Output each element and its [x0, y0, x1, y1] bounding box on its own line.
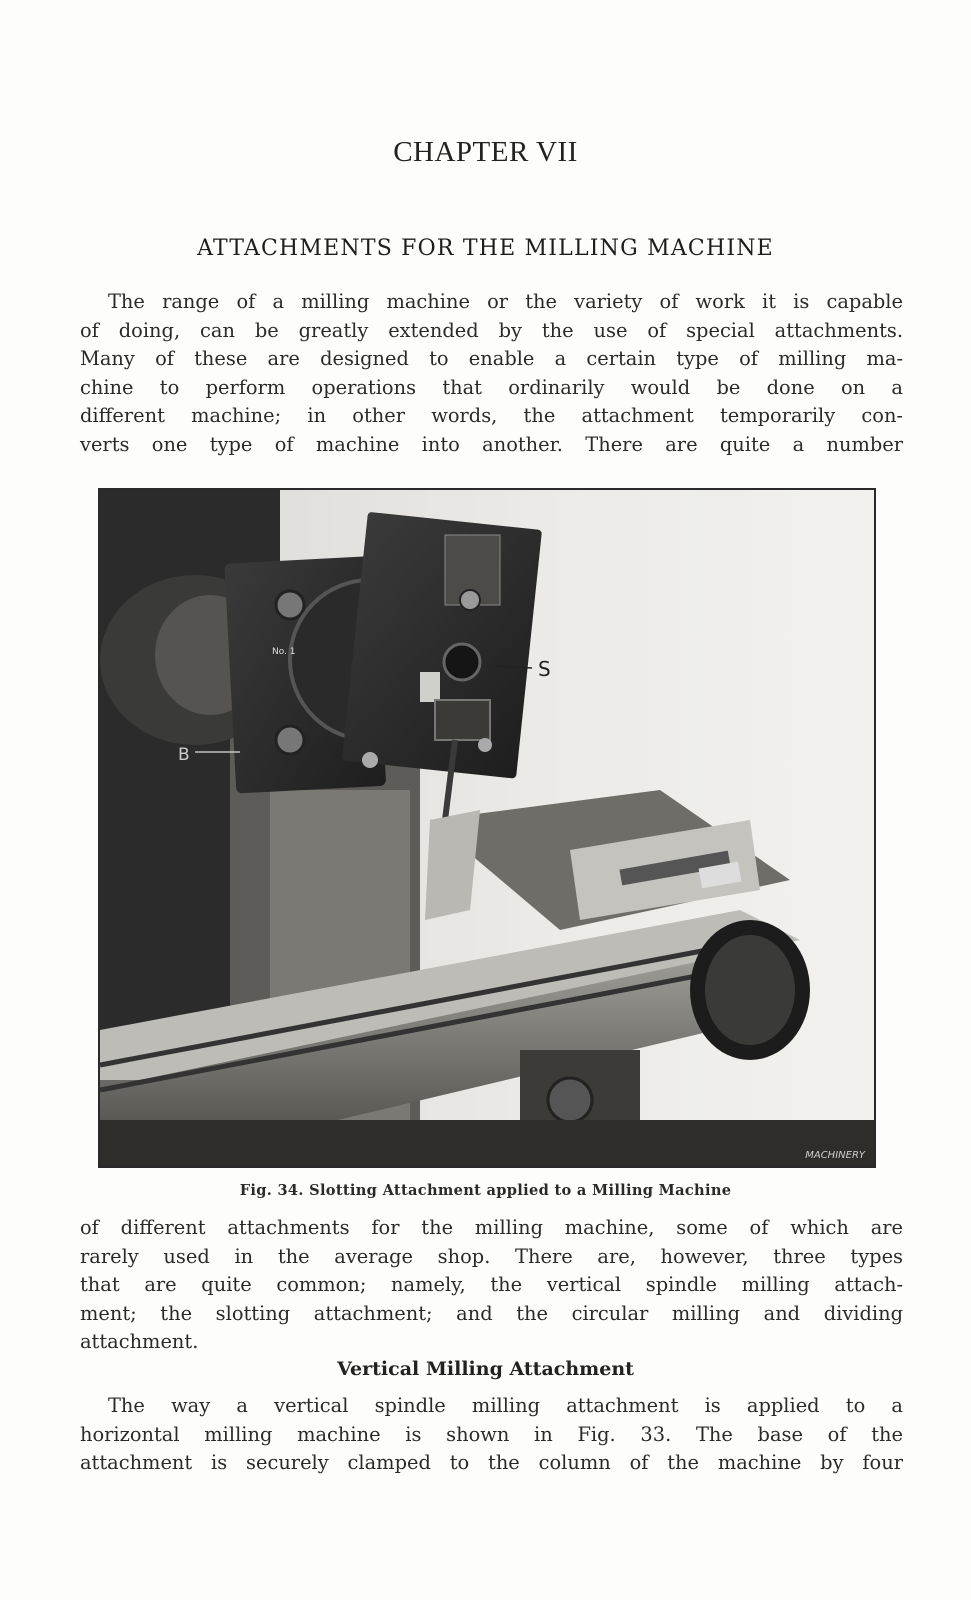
watermark-label: MACHINERY	[805, 1150, 865, 1161]
text-line: Many of these are designed to enable a certain type of milling ma-	[80, 347, 903, 371]
text-line: of different attachments for the milling machine, some of which are	[80, 1216, 903, 1239]
figure-caption: Fig. 34. Slotting Attachment applied to a Milling Machine	[239, 1182, 732, 1199]
label-s: S	[538, 657, 551, 681]
section-heading: ATTACHMENTS FOR THE MILLING MACHINE	[197, 236, 774, 261]
paragraph-vertical-attachment	[80, 1392, 903, 1478]
text-line: horizontal milling machine is shown in Fig. 33. The base of the	[80, 1422, 903, 1446]
chapter-title: CHAPTER VII	[393, 136, 578, 168]
milling-machine-photo	[100, 490, 874, 1166]
paragraph-intro	[80, 288, 903, 460]
text-line: of doing, can be greatly extended by the use of special attachments.	[80, 318, 903, 342]
subsection-heading: Vertical Milling Attachment	[337, 1358, 634, 1380]
text-line: that are quite common; namely, the vertical spindle milling attach-	[80, 1273, 903, 1297]
text-line: different machine; in other words, the attachment temporarily con-	[80, 404, 903, 428]
text-line: chine to perform operations that ordinarily would be done on a	[80, 375, 903, 399]
figure-photo	[98, 488, 876, 1168]
plate-label: No. 1	[272, 647, 296, 657]
text-line: verts one type of machine into another. There are quite a number	[80, 432, 903, 456]
text-line: The range of a milling machine or the variety of work it is capable	[108, 290, 903, 313]
label-b: B	[178, 745, 190, 765]
paragraph-continued	[80, 1214, 903, 1357]
text-line: rarely used in the average shop. There are, however, three types	[80, 1244, 903, 1268]
text-line: attachment.	[80, 1330, 199, 1354]
text-line: The way a vertical spindle milling attachment is applied to a	[108, 1394, 903, 1417]
text-line: attachment is securely clamped to the column of the machine by four	[80, 1451, 903, 1475]
text-line: ment; the slotting attachment; and the circular milling and dividing	[80, 1301, 903, 1325]
